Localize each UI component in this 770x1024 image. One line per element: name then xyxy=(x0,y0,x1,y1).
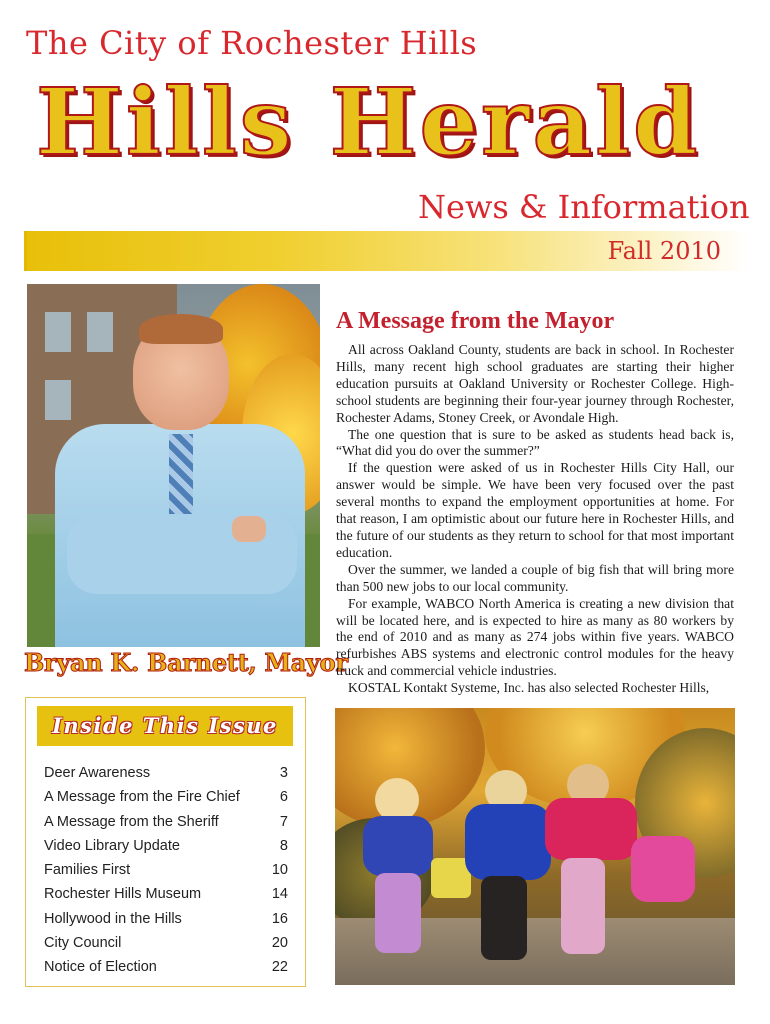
contents-list xyxy=(44,761,288,980)
article-paragraph: All across Oakland County, students are back in school. In Rochester Hills, many recent high school graduates are starting their higher education pursuits at Oakland University or Rochester College. High-school students are beginning their four-year journey through Rochester, Rochester Adams, Stoney Creek, or Avondale High. xyxy=(336,342,734,425)
contents-item xyxy=(44,882,288,906)
contents-label: City Council xyxy=(44,935,122,952)
photo-hand xyxy=(232,516,266,542)
contents-item xyxy=(44,931,288,955)
photo-child-pants xyxy=(481,876,527,960)
contents-label: A Message from the Sheriff xyxy=(44,813,219,830)
contents-page: 10 xyxy=(271,862,288,879)
mayor-caption: Bryan K. Barnett, Mayor xyxy=(24,648,348,677)
photo-window xyxy=(87,312,113,352)
article-paragraph: KOSTAL Kontakt Systeme, Inc. has also selected Rochester Hills, xyxy=(348,680,710,696)
contents-item xyxy=(44,761,288,785)
photo-child-jacket xyxy=(465,804,551,880)
contents-page: 6 xyxy=(279,789,288,806)
contents-item xyxy=(44,955,288,979)
newsletter-subtitle: News & Information xyxy=(418,188,750,226)
contents-item xyxy=(44,858,288,882)
contents-label: Video Library Update xyxy=(44,837,180,854)
contents-item xyxy=(44,785,288,809)
photo-child-pants xyxy=(375,873,421,953)
article-paragraph: If the question were asked of us in Rochester Hills City Hall, our answer would be simple. We have been very focused over the past several months to expand the employment opportunities at home. For that reason, I am optimistic about our future here in Rochester Hills, and the future of our students as they return to school for that most important education. xyxy=(336,460,734,560)
photo-hair xyxy=(139,314,223,344)
contents-item xyxy=(44,810,288,834)
city-name: The City of Rochester Hills xyxy=(26,24,478,62)
contents-label: Families First xyxy=(44,862,131,879)
contents-page: 22 xyxy=(271,959,288,976)
contents-label: Notice of Election xyxy=(44,959,157,976)
contents-label: Rochester Hills Museum xyxy=(44,886,202,903)
inside-this-issue-title: Inside This Issue xyxy=(52,713,278,738)
newsletter-title: Hills Herald xyxy=(36,68,701,176)
photo-child-jacket xyxy=(545,798,637,860)
article-headline: A Message from the Mayor xyxy=(336,308,615,334)
children-photo xyxy=(335,708,735,985)
contents-item xyxy=(44,907,288,931)
contents-label: A Message from the Fire Chief xyxy=(44,789,240,806)
photo-child-backpack xyxy=(631,836,695,902)
contents-page: 3 xyxy=(279,765,288,781)
contents-label: Deer Awareness xyxy=(44,765,151,781)
article-paragraph: The one question that is sure to be asked as students head back is, “What did you do over the summer?” xyxy=(336,426,734,459)
contents-page: 16 xyxy=(271,910,288,927)
photo-child-pants xyxy=(561,858,605,954)
inside-this-issue-header xyxy=(37,706,293,746)
contents-page: 8 xyxy=(279,837,288,854)
photo-child-jacket xyxy=(363,816,433,876)
contents-item xyxy=(44,834,288,858)
mayor-photo xyxy=(27,284,320,647)
article-body xyxy=(336,342,734,699)
photo-window xyxy=(45,312,71,352)
season-banner xyxy=(24,231,749,271)
issue-season: Fall 2010 xyxy=(607,237,721,265)
contents-page: 20 xyxy=(271,935,288,952)
contents-page: 14 xyxy=(271,886,288,903)
contents-page: 7 xyxy=(279,813,288,830)
article-paragraph: Over the summer, we landed a couple of big fish that will bring more than 500 new jobs to our local community. xyxy=(336,561,734,594)
inside-this-issue-box xyxy=(25,697,306,987)
photo-window xyxy=(45,380,71,420)
article-paragraph: For example, WABCO North America is creating a new division that will be located here, and is expected to hire as many as 80 workers by the end of 2010 and as many as 274 jobs within five years. WABCO refurbishes ABS systems and electronic control modules for the heavy truck and commercial vehicle industries. xyxy=(336,595,734,679)
contents-label: Hollywood in the Hills xyxy=(44,910,182,927)
